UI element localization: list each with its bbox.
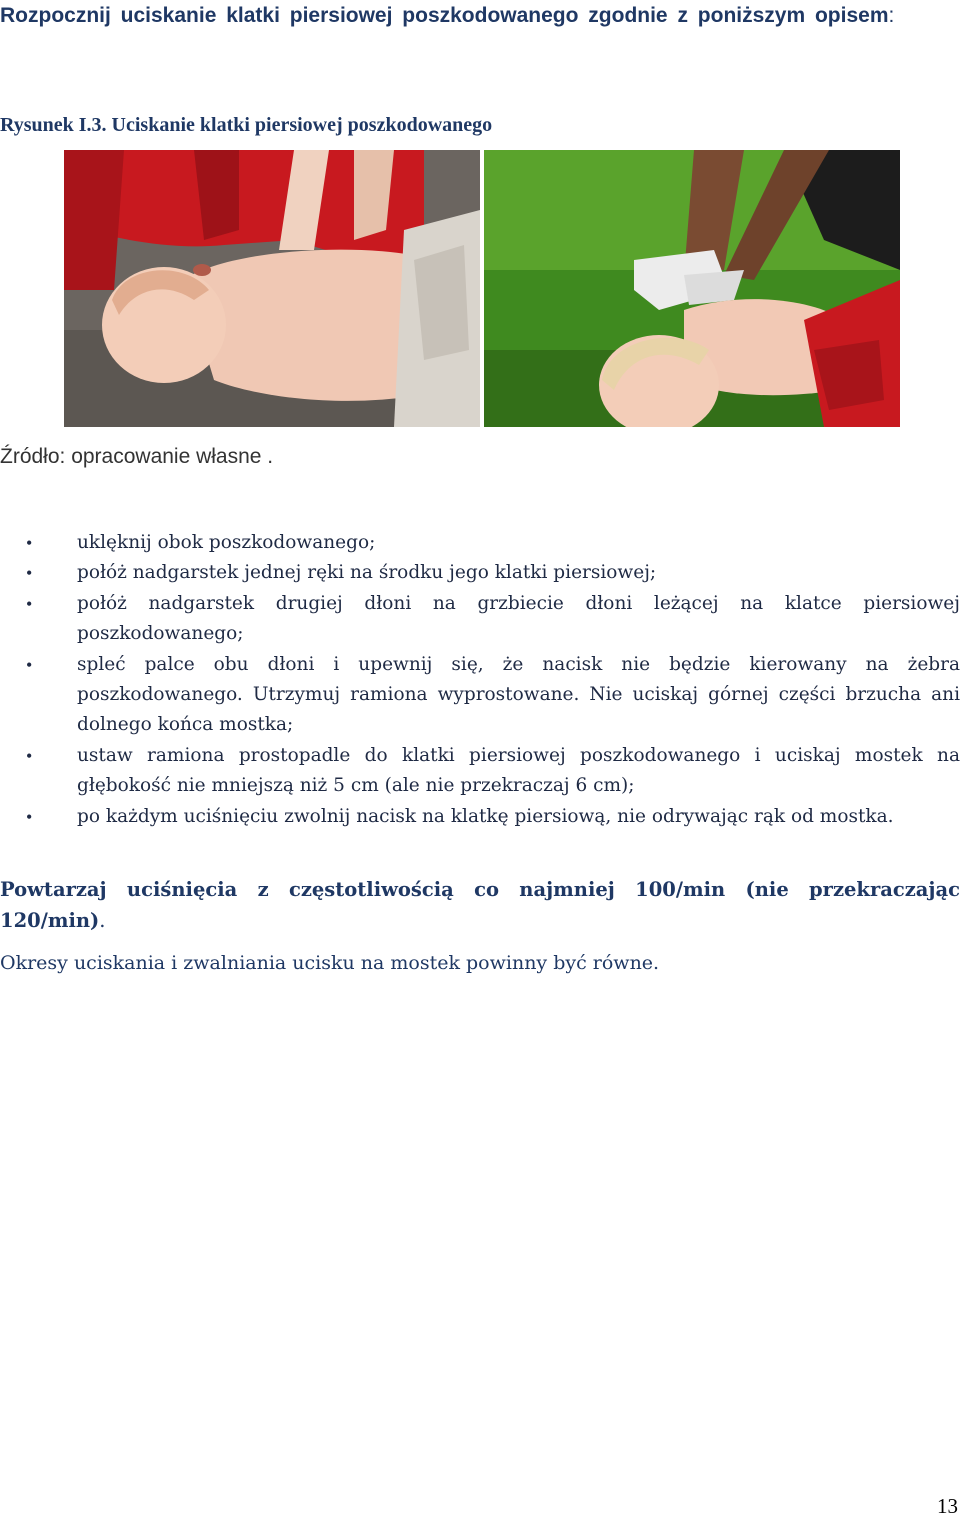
closing-note: Okresy uciskania i zwalniania ucisku na mostek powinny być równe. (0, 952, 660, 974)
step-text: uklęknij obok poszkodowanego; (77, 532, 376, 553)
list-item (0, 650, 960, 741)
bullet-icon: • (26, 745, 33, 766)
bullet-icon: • (26, 563, 33, 584)
list-item (0, 589, 960, 650)
list-item (0, 741, 960, 802)
bullet-icon: • (26, 593, 33, 614)
step-text: połóż nadgarstek jednej ręki na środku jego klatki piersiowej; (77, 562, 657, 584)
intro-colon: : (888, 4, 895, 27)
figure-caption: Rysunek I.3. Uciskanie klatki piersiowej poszkodowanego (0, 114, 493, 136)
list-item (0, 802, 960, 832)
cpr-photo-grass-illustration (484, 150, 900, 427)
compression-rate-period: . (99, 909, 106, 932)
step-text: spleć palce obu dłoni i upewnij się, że nacisk nie będzie kierowany na żebra poszkodowanego. Utrzymuj ramiona wyprostowane. Nie uciskaj górnej części brzucha ani dolnego końca mostka; (77, 653, 960, 736)
cpr-steps-list (0, 528, 960, 832)
bullet-icon: • (26, 533, 33, 553)
list-item (0, 528, 960, 558)
step-text: połóż nadgarstek drugiej dłoni na grzbiecie dłoni leżącej na klatce piersiowej poszkodowanego; (77, 592, 960, 645)
bullet-icon: • (26, 654, 33, 675)
compression-rate-text: Powtarzaj uciśnięcia z częstotliwością co najmniej 100/min (nie przekraczając 120/min) (0, 878, 960, 932)
figure-source: Źródło: opracowanie własne . (0, 445, 274, 468)
cpr-photo-grass (484, 150, 900, 427)
step-text: ustaw ramiona prostopadle do klatki piersiowej poszkodowanego i uciskaj mostek na głębokość nie mniejszą niż 5 cm (ale nie przekraczaj 6 cm); (77, 744, 960, 797)
cpr-photo-asphalt-illustration (64, 150, 480, 427)
compression-rate-note (0, 874, 960, 936)
step-text: po każdym uciśnięciu zwolnij nacisk na klatkę piersiową, nie odrywając rąk od mostka. (77, 805, 894, 827)
list-item (0, 558, 960, 588)
page-number: 13 (937, 1494, 958, 1518)
cpr-photo-asphalt (64, 150, 480, 427)
intro-instruction (0, 0, 960, 31)
bullet-icon: • (26, 806, 33, 827)
intro-text: Rozpocznij uciskanie klatki piersiowej poszkodowanego zgodnie z poniższym opisem (0, 4, 889, 27)
